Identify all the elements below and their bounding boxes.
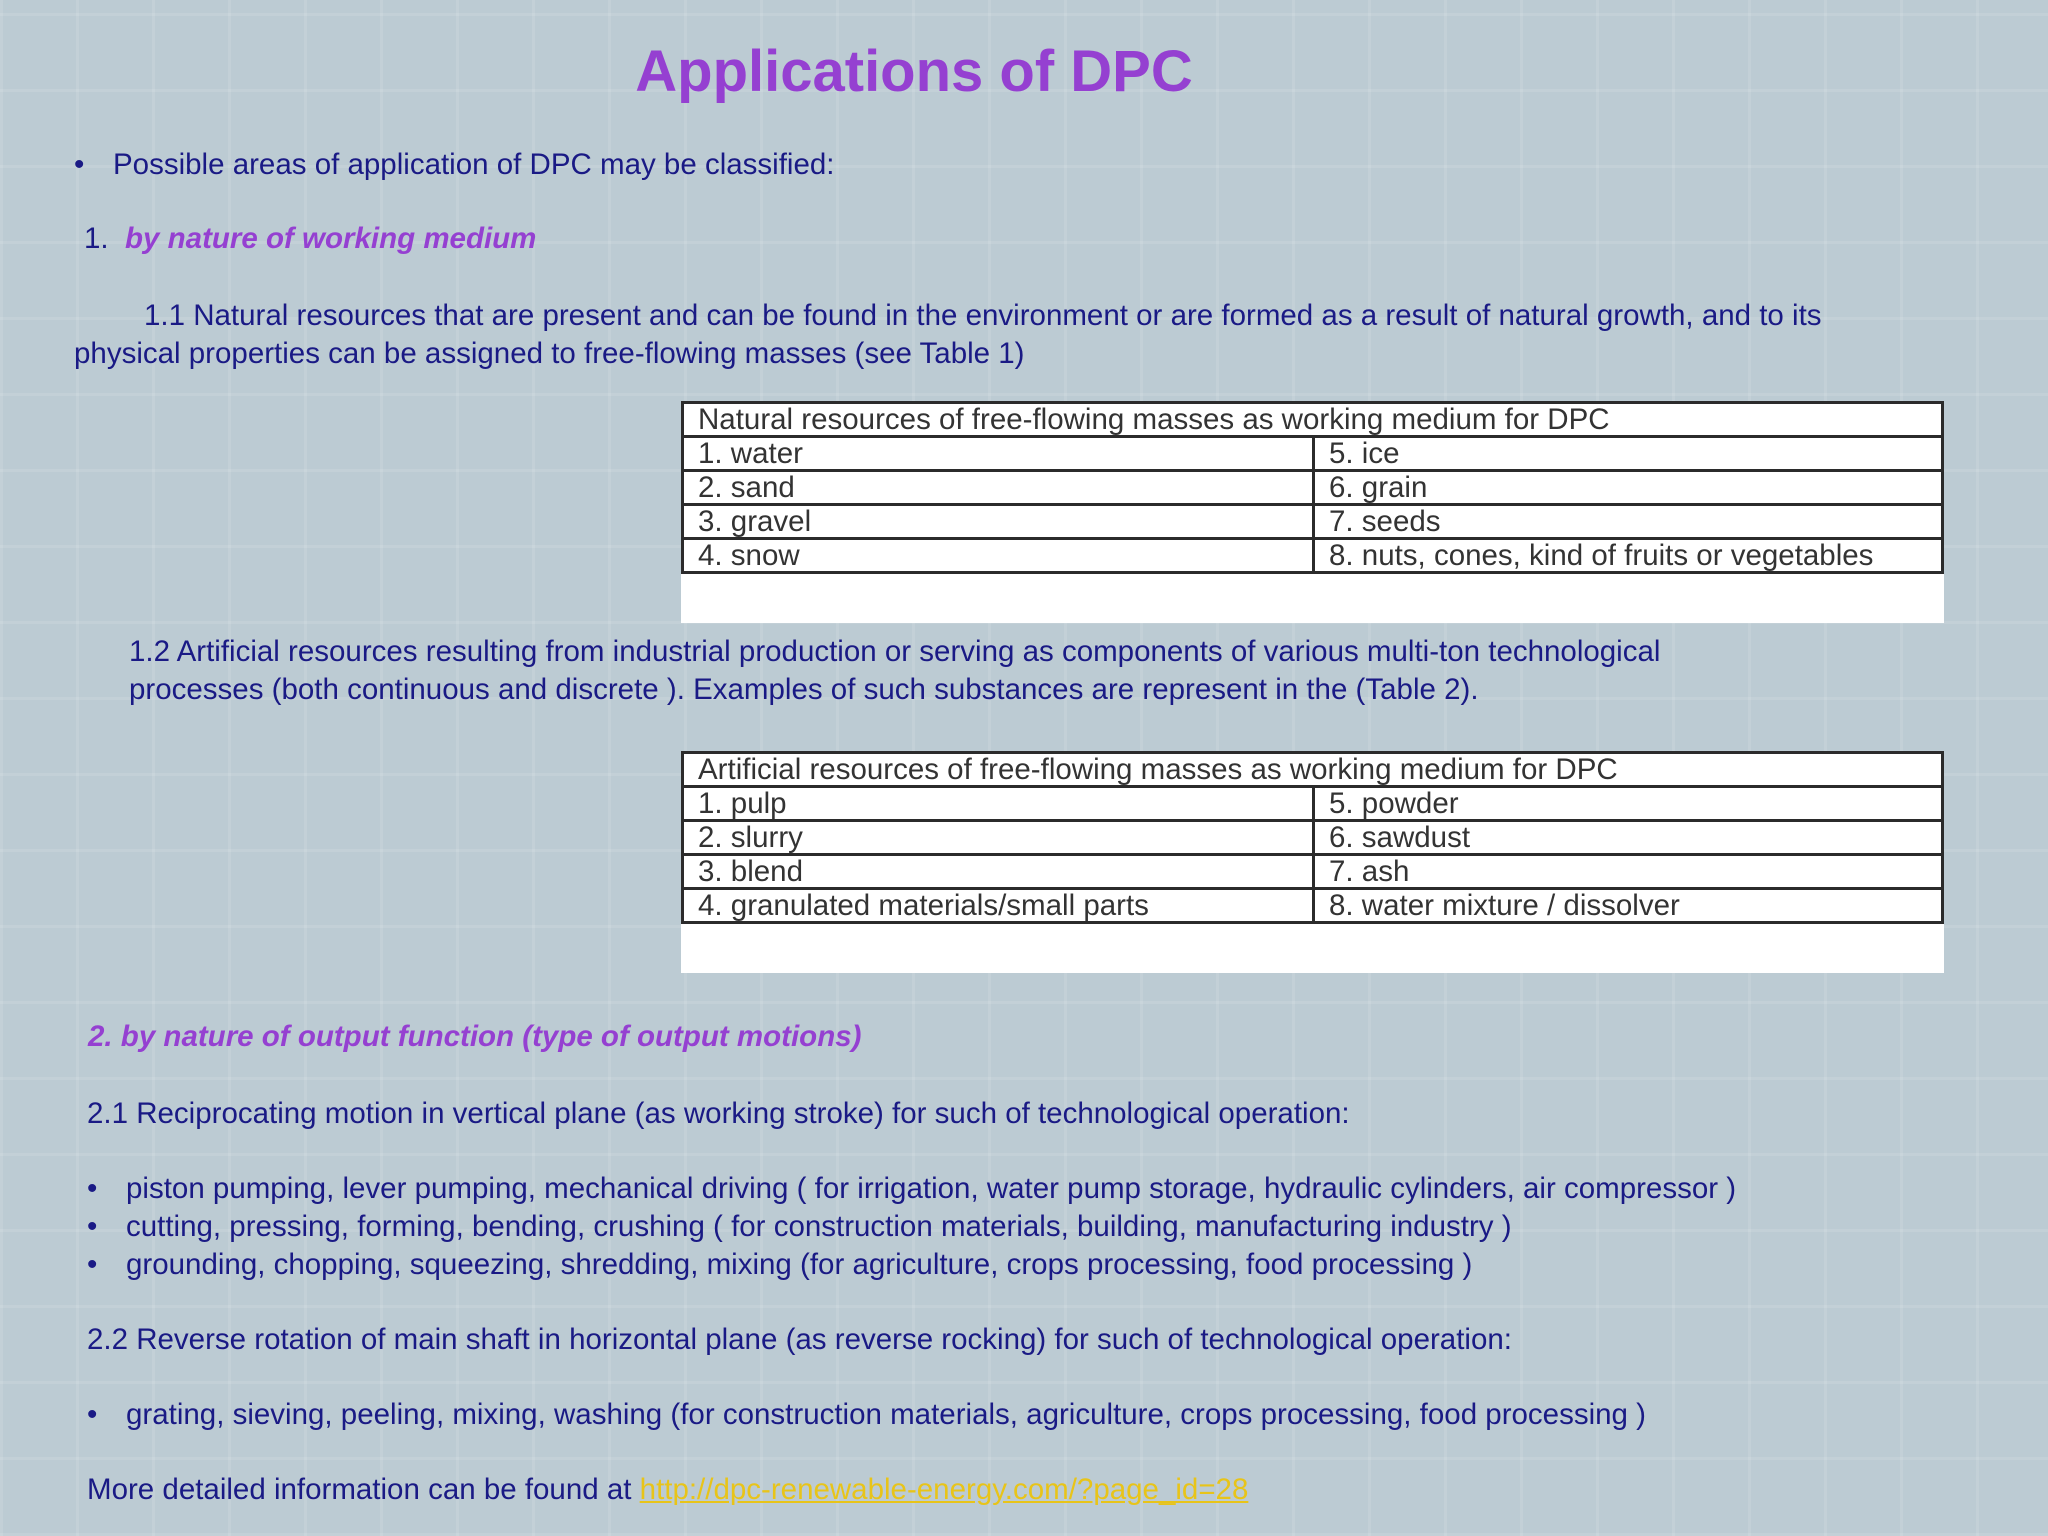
list-item	[87, 1208, 1512, 1246]
table-cell: 8. water mixture / dissolver	[1314, 889, 1943, 923]
section2-2: 2.2 Reverse rotation of main shaft in horizontal plane (as reverse rocking) for such of technological operation:	[87, 1323, 1512, 1356]
section2-heading: 2. by nature of output function (type of output motions)	[88, 1020, 862, 1053]
table-cell: 6. grain	[1314, 471, 1943, 505]
footer-text: More detailed information can be found at	[87, 1473, 640, 1506]
table-cell: 2. sand	[683, 471, 1314, 505]
section1-2-line2: processes (both continuous and discrete ). Examples of such substances are represent in the (Table 2).	[129, 673, 1479, 706]
table-cell: 4. granulated materials/small parts	[683, 889, 1314, 923]
table-row	[683, 787, 1943, 821]
table-cell: 4. snow	[683, 539, 1314, 573]
table-natural-resources-wrapper	[681, 401, 1944, 623]
table-cell: 7. seeds	[1314, 505, 1943, 539]
bullet: •	[87, 1172, 98, 1205]
table-cell: 1. water	[683, 437, 1314, 471]
website-link[interactable]: http://dpc-renewable-energy.com/?page_id=28	[639, 1473, 1249, 1506]
table-row	[683, 471, 1943, 505]
section1-1-line1: 1.1 Natural resources that are present and can be found in the environment or are formed as a result of natural growth, and to its	[144, 299, 1822, 332]
table-header-row	[683, 403, 1943, 437]
intro-line	[74, 146, 834, 184]
list-item	[87, 1170, 1736, 1208]
bullet: •	[87, 1248, 98, 1281]
footer-line	[87, 1471, 1248, 1509]
list-item	[87, 1246, 1472, 1284]
table-cell: 5. ice	[1314, 437, 1943, 471]
section1-number: 1.	[84, 222, 109, 255]
list-item	[87, 1396, 1646, 1434]
table-row	[683, 889, 1943, 923]
table-cell: 8. nuts, cones, kind of fruits or vegetables	[1314, 539, 1943, 573]
table-header-row	[683, 753, 1943, 787]
table-cell: 1. pulp	[683, 787, 1314, 821]
list-item-text: piston pumping, lever pumping, mechanical driving ( for irrigation, water pump storage, hydraulic cylinders, air compressor )	[126, 1172, 1737, 1205]
page-title: Applications of DPC	[635, 39, 1193, 104]
table-cell: 2. slurry	[683, 821, 1314, 855]
table-cell: 3. gravel	[683, 505, 1314, 539]
table-natural-resources	[681, 401, 1944, 574]
bullet: •	[87, 1210, 98, 1243]
table-artificial-resources-wrapper	[681, 751, 1944, 973]
table-cell: 5. powder	[1314, 787, 1943, 821]
table-row	[683, 505, 1943, 539]
section2-1: 2.1 Reciprocating motion in vertical plane (as working stroke) for such of technological operation:	[87, 1097, 1350, 1130]
table-artificial-resources	[681, 751, 1944, 924]
section1-heading	[84, 222, 536, 256]
list-item-text: grounding, chopping, squeezing, shredding, mixing (for agriculture, crops processing, food processing )	[126, 1248, 1473, 1281]
table-cell: 7. ash	[1314, 855, 1943, 889]
table-row	[683, 821, 1943, 855]
intro-text: Possible areas of application of DPC may be classified:	[113, 148, 835, 181]
list-item-text: grating, sieving, peeling, mixing, washing (for construction materials, agriculture, crops processing, food processing )	[126, 1398, 1646, 1431]
table-cell: 6. sawdust	[1314, 821, 1943, 855]
section1-1-line2: physical properties can be assigned to free-flowing masses (see Table 1)	[74, 337, 1025, 370]
table-header: Artificial resources of free-flowing masses as working medium for DPC	[683, 753, 1943, 787]
table-row	[683, 855, 1943, 889]
table-row	[683, 539, 1943, 573]
table-cell: 3. blend	[683, 855, 1314, 889]
section1-heading-text: by nature of working medium	[125, 222, 537, 255]
table-header: Natural resources of free-flowing masses as working medium for DPC	[683, 403, 1943, 437]
table-row	[683, 437, 1943, 471]
section1-2-line1: 1.2 Artificial resources resulting from industrial production or serving as components of various multi-ton technological	[129, 635, 1661, 668]
bullet: •	[74, 148, 85, 181]
list-item-text: cutting, pressing, forming, bending, crushing ( for construction materials, building, manufacturing industry )	[126, 1210, 1512, 1243]
bullet: •	[87, 1398, 98, 1431]
